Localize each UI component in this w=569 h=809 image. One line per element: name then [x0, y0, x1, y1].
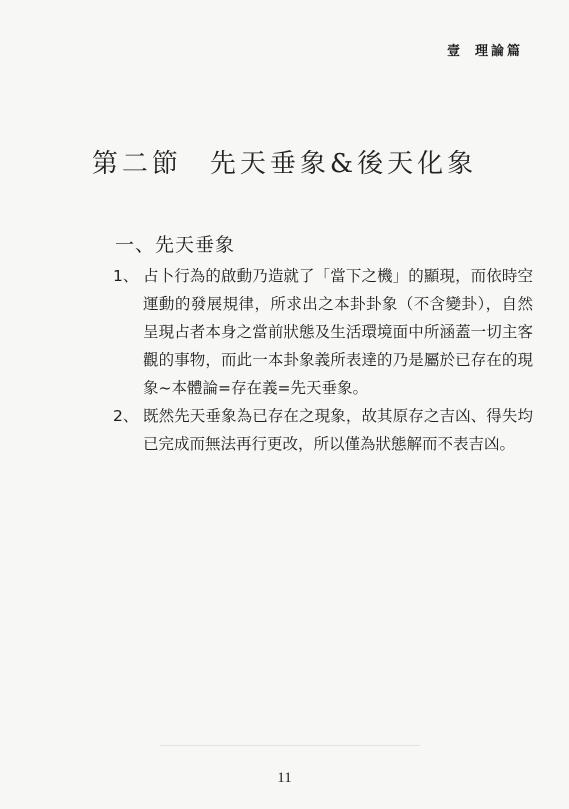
header-part-number: 壹 — [446, 44, 463, 59]
list-item — [113, 402, 533, 458]
running-header — [447, 40, 523, 59]
list-item-marker: 1、 — [113, 267, 139, 285]
list-item-text: 既然先天垂象為已存在之現象，故其原存之吉凶、得失均已完成而無法再行更改，所以僅為狀態解而不表吉凶。 — [143, 407, 533, 453]
list-item-text: 占卜行為的啟動乃造就了「當下之機」的顯現，而依時空運動的發展規律，所求出之本卦卦象（不含變卦），自然呈現占者本身之當前狀態及生活環境面中所涵蓋一切主客觀的事物，而此一本卦象義所表達的乃是屬於已存在的現象~本體論=存在義=先天垂象。 — [143, 267, 533, 397]
page-number: 11 — [277, 770, 292, 786]
footer-rule — [160, 745, 420, 746]
item-list — [113, 262, 533, 458]
header-part-title: 理論篇 — [474, 44, 523, 59]
chapter-title — [0, 143, 569, 180]
chapter-number: 第二節 — [91, 149, 182, 179]
list-item — [113, 262, 533, 402]
chapter-name: 先天垂象&後天化象 — [209, 149, 478, 179]
list-item-marker: 2、 — [113, 407, 139, 425]
section-title: 一、先天垂象 — [115, 234, 236, 256]
